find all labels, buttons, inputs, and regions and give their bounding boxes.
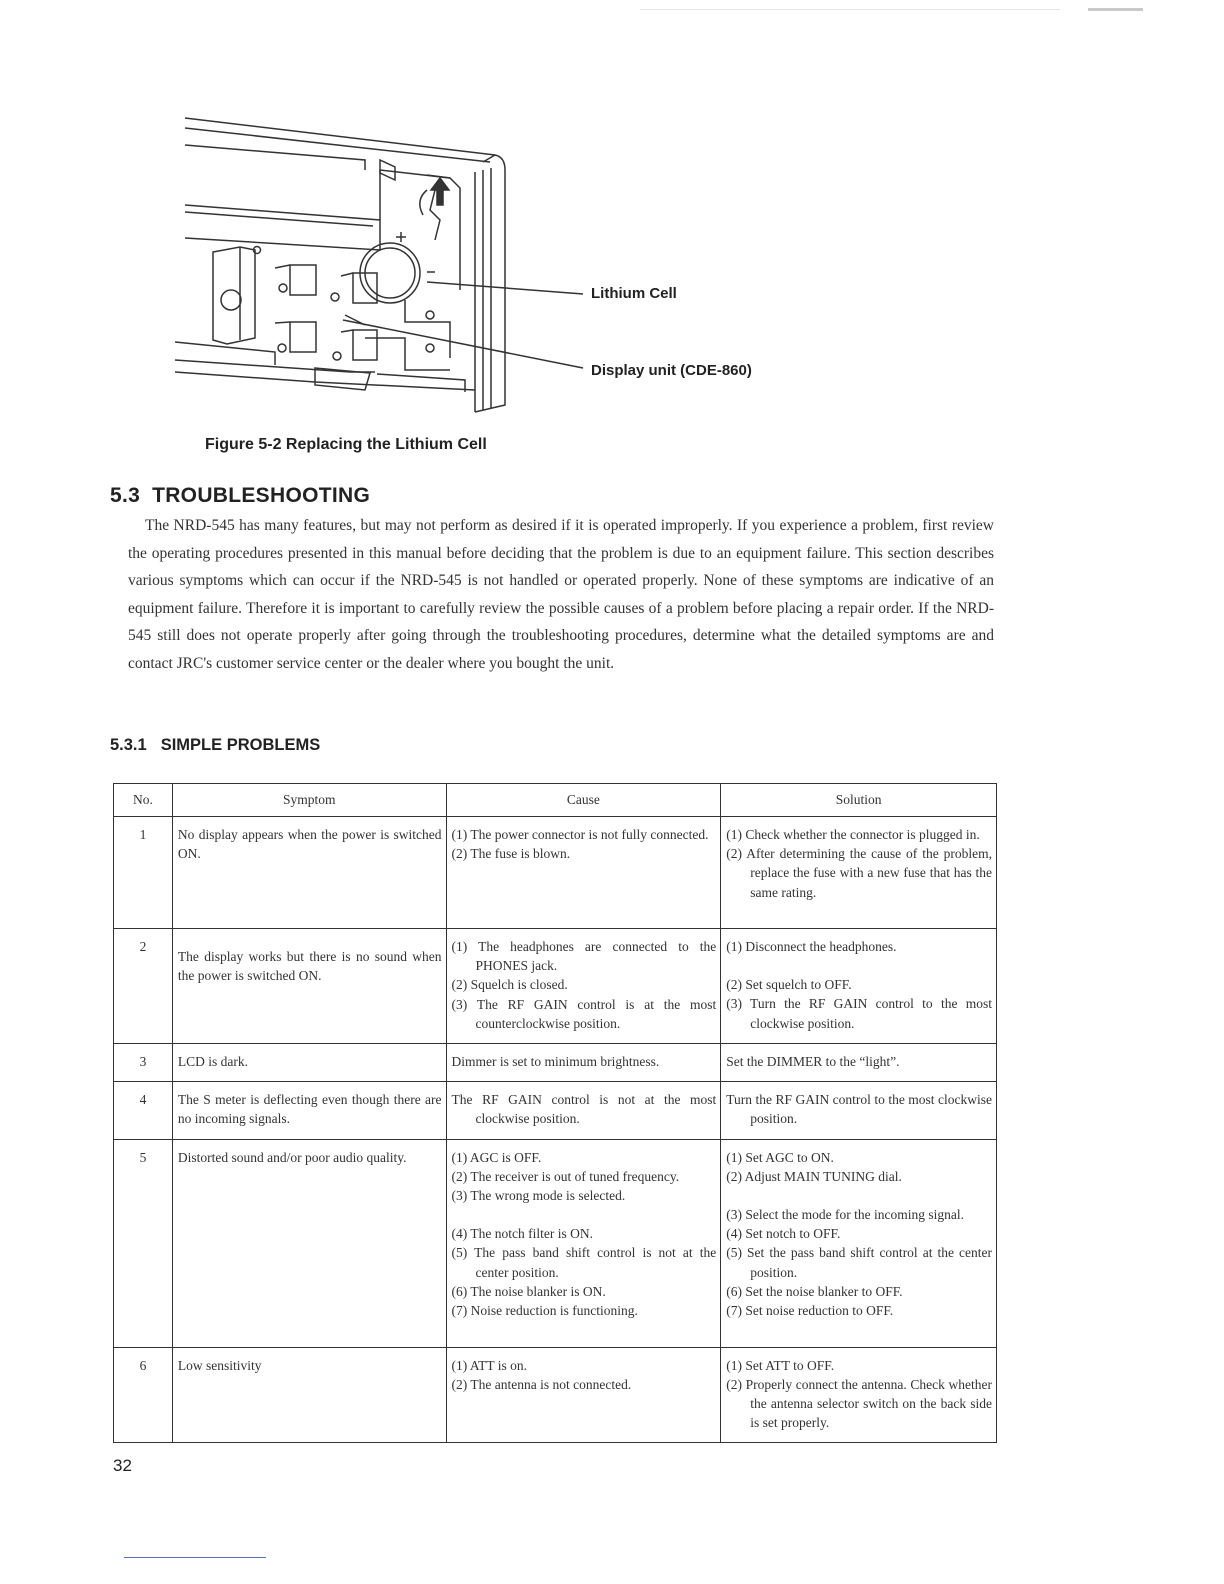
row-number: 1 (114, 817, 173, 929)
symptom-cell: Distorted sound and/or poor audio quality. (172, 1139, 446, 1347)
scan-edge-line (640, 9, 1060, 10)
table-row (114, 817, 997, 929)
header-cause: Cause (446, 784, 721, 817)
cause-item: The RF GAIN control is not at the most clockwise position. (451, 1092, 717, 1127)
cause-cell (446, 1082, 721, 1139)
solution-item: (1) Disconnect the headphones. (726, 939, 897, 954)
symptom-cell: LCD is dark. (172, 1044, 446, 1082)
row-number: 5 (114, 1139, 173, 1347)
symptom-cell: The S meter is deflecting even though there are no incoming signals. (172, 1082, 446, 1139)
table-row (114, 1044, 997, 1082)
troubleshooting-table (113, 783, 997, 1443)
symptom-cell: The display works but there is no sound when the power is switched ON. (172, 929, 446, 1044)
header-no: No. (114, 784, 173, 817)
scan-edge-mark (1088, 8, 1143, 11)
solution-item: (3) Select the mode for the incoming signal. (726, 1207, 964, 1223)
solution-item: (7) Set noise reduction to OFF. (726, 1303, 894, 1319)
solution-cell (721, 1082, 997, 1139)
cause-item: (3) The wrong mode is selected. (451, 1188, 626, 1204)
row-number: 3 (114, 1044, 173, 1082)
subsection-heading (110, 736, 320, 755)
table-row (114, 1347, 997, 1443)
table-row (114, 1082, 997, 1139)
intro-paragraph: The NRD-545 has many features, but may not perform as desired if it is operated improperly. If you experience a problem, first review the operating procedures presented in this manual before deciding that the problem is due to an equipment failure. This section describes various symptoms which can occur if the NRD-545 is not handled or operated properly. None of these symptoms are indicative of an equipment failure. Therefore it is important to carefully review the possible causes of a problem before placing a repair order. If the NRD-545 still does not operate properly after going through the troubleshooting procedures, determine what the detailed symptoms are and contact JRC's customer service center or the dealer where you bought the unit. (128, 517, 994, 672)
lithium-cell-figure (165, 110, 785, 420)
solution-item: Set the DIMMER to the “light”. (726, 1054, 900, 1070)
solution-item: (2) After determining the cause of the problem, replace the fuse with a new fuse that has the same rating. (726, 846, 992, 900)
cause-item: (5) The pass band shift control is not at the center position. (451, 1245, 717, 1280)
page-number: 32 (113, 1456, 132, 1475)
subsection-number: 5.3.1 (110, 736, 147, 754)
display-unit-leader-line (343, 320, 583, 368)
header-solution: Solution (721, 784, 997, 817)
header-symptom: Symptom (172, 784, 446, 817)
solution-item: (2) Set squelch to OFF. (726, 977, 852, 993)
table-header-row (114, 784, 997, 817)
cause-item: (7) Noise reduction is functioning. (451, 1303, 638, 1319)
cause-item: (2) The fuse is blown. (451, 846, 571, 862)
solution-item: (2) Properly connect the antenna. Check whether the antenna selector switch on the back side is set properly. (726, 1376, 992, 1431)
solution-item: (6) Set the noise blanker to OFF. (726, 1283, 903, 1299)
cause-item: (1) ATT is on. (451, 1357, 528, 1373)
solution-cell (721, 1347, 997, 1443)
cause-cell (446, 1044, 721, 1082)
display-unit-drawing (175, 118, 505, 412)
lithium-cell-label: Lithium Cell (591, 285, 677, 302)
figure-caption: Figure 5-2 Replacing the Lithium Cell (205, 436, 487, 453)
cause-item: Dimmer is set to minimum brightness. (451, 1054, 660, 1070)
solution-item: (1) Set AGC to ON. (726, 1149, 834, 1165)
display-unit-label: Display unit (CDE-860) (591, 362, 752, 379)
solution-cell (721, 1044, 997, 1082)
symptom-cell: Low sensitivity (172, 1347, 446, 1443)
solution-item: (1) Set ATT to OFF. (726, 1357, 835, 1373)
cause-cell (446, 929, 721, 1044)
solution-cell (721, 817, 997, 929)
solution-cell (721, 929, 997, 1044)
cause-item: (4) The notch filter is ON. (451, 1226, 594, 1242)
cause-item: (2) Squelch is closed. (451, 977, 568, 993)
solution-item: (3) Turn the RF GAIN control to the most clockwise position. (726, 996, 992, 1031)
solution-item: (5) Set the pass band shift control at the center position. (726, 1245, 992, 1280)
section-title: TROUBLESHOOTING (152, 484, 371, 507)
solution-item: (4) Set notch to OFF. (726, 1226, 841, 1242)
cause-cell (446, 1347, 721, 1443)
section-heading (110, 484, 370, 508)
solution-item: (2) Adjust MAIN TUNING dial. (726, 1168, 902, 1184)
cause-item: (3) The RF GAIN control is at the most counterclockwise position. (451, 996, 717, 1031)
cause-item: (6) The noise blanker is ON. (451, 1283, 606, 1299)
section-number: 5.3 (110, 484, 141, 507)
scan-edge-line (124, 1557, 266, 1558)
solution-cell (721, 1139, 997, 1347)
cause-item: (1) The power connector is not fully connected. (451, 827, 709, 842)
row-number: 4 (114, 1082, 173, 1139)
cause-item: (1) AGC is OFF. (451, 1149, 542, 1165)
table-row (114, 1139, 997, 1347)
cause-item: (2) The receiver is out of tuned frequency. (451, 1168, 680, 1184)
cause-item: (1) The headphones are connected to the PHONES jack. (451, 939, 717, 974)
cause-cell (446, 1139, 721, 1347)
cause-cell (446, 817, 721, 929)
symptom-cell: No display appears when the power is switched ON. (172, 817, 446, 929)
table-row (114, 929, 997, 1044)
row-number: 6 (114, 1347, 173, 1443)
cause-item: (2) The antenna is not connected. (451, 1376, 632, 1392)
solution-item: (1) Check whether the connector is plugged in. (726, 827, 980, 842)
solution-item: Turn the RF GAIN control to the most clockwise position. (726, 1092, 992, 1127)
subsection-title: SIMPLE PROBLEMS (160, 736, 321, 754)
row-number: 2 (114, 929, 173, 1044)
